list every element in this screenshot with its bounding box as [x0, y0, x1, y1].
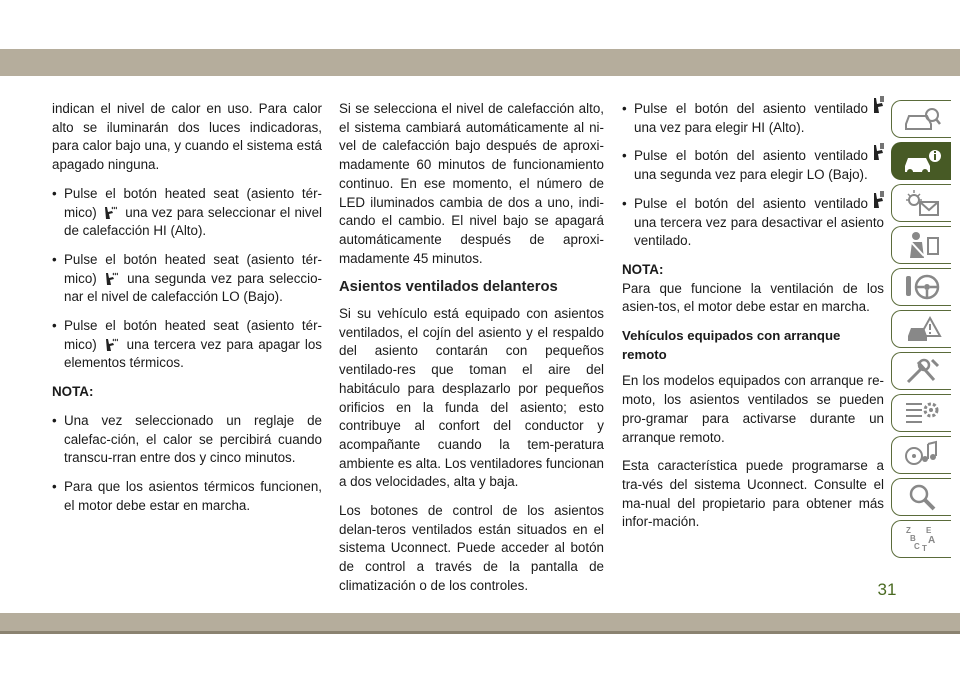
tab-car-search[interactable] [891, 100, 951, 138]
note-paragraph: Para que funcione la ventilación de los asien-tos, el motor debe estar en marcha. [622, 280, 884, 315]
column-right [622, 100, 884, 542]
svg-text:T: T [921, 544, 927, 553]
paragraph: Si se selecciona el nivel de calefacción alto, el sistema cambiará automáticamente al ni-vel de calefacción bajo después de aproxi-madamente 60 minutos de funcionamiento continuo. En ese momento, el número de LED iluminados cambia de dos a uno, indi-cando el cambio. El nivel bajo se apagará automáticamente después de aproxi-madamente 45 minutos. [339, 101, 604, 266]
bottom-color-band [0, 613, 960, 631]
column-middle [339, 100, 604, 606]
ventilated-seat-icon [872, 143, 886, 161]
paragraph: Esta característica puede programarse a tra-vés del sistema Uconnect. Consulte el ma-nual del propietario para obtener más infor-mación. [622, 458, 884, 530]
subsection-heading: Vehículos equipados con arranque remoto [622, 328, 841, 362]
page-number: 31 [877, 580, 897, 599]
heated-seat-icon [103, 206, 119, 220]
magnifier-icon [902, 482, 942, 512]
music-navigation-icon [902, 440, 942, 470]
ventilated-seat-bullet-off: • Pulse el botón del asiento ventilado una tercera vez para desactivar el asiento ventilado. [622, 195, 884, 251]
ventilated-seat-icon [872, 96, 886, 114]
tab-search[interactable] [891, 478, 951, 516]
note-bullet: • Una vez seleccionado un reglaje de calefac-ción, el calor se percibirá cuando transcu-rran entre dos y cinco minutos. [52, 412, 322, 468]
note-label: NOTA: [52, 384, 94, 400]
tab-safety[interactable] [891, 226, 951, 264]
ventilated-seat-icon [872, 191, 886, 209]
tab-index[interactable] [891, 520, 951, 558]
paragraph: En los modelos equipados con arranque re-moto, los asientos ventilados se pueden pro-gramar para activarse durante un arranque remoto. [622, 373, 884, 445]
heated-seat-bullet-hi: • Pulse el botón heated seat (asiento tér-mico) una vez para seleccionar el nivel de calefacción HI (Alto). [52, 185, 322, 241]
tab-multimedia[interactable] [891, 436, 951, 474]
tab-maintenance[interactable] [891, 352, 951, 390]
note-bullet: • Para que los asientos térmicos funcionen, el motor debe estar en marcha. [52, 478, 322, 515]
tab-warning-lights[interactable] [891, 184, 951, 222]
bottom-divider [0, 631, 960, 634]
tab-driving[interactable] [891, 268, 951, 306]
list-gear-icon [902, 398, 942, 428]
intro-paragraph: indican el nivel de calor en uso. Para calor alto se iluminarán dos luces indicadoras, para calor bajo una, y cuando el sistema está apagado ninguna. [52, 101, 322, 173]
column-left [52, 100, 322, 525]
tab-specifications[interactable] [891, 394, 951, 432]
section-heading: Asientos ventilados delanteros [339, 279, 558, 296]
svg-text:A: A [927, 535, 935, 546]
svg-text:C: C [913, 542, 920, 551]
note-label: NOTA: [622, 261, 664, 277]
tab-emergency[interactable] [891, 310, 951, 348]
alphabet-index-icon [902, 524, 942, 554]
chapter-tabs [891, 100, 953, 562]
heated-seat-icon [104, 338, 120, 352]
paragraph: Los botones de control de los asientos delan-teros ventilados están situados en el sistema Uconnect. Puede acceder al botón de control a través de la pantalla de climatización o de los controles. [339, 503, 604, 593]
car-search-icon [902, 104, 942, 134]
svg-text:B: B [909, 534, 916, 543]
ventilated-seat-bullet-lo: • Pulse el botón del asiento ventilado una segunda vez para elegir LO (Bajo). [622, 147, 884, 184]
tools-icon [902, 356, 942, 386]
steering-wheel-icon [902, 272, 942, 302]
heated-seat-icon [104, 272, 120, 286]
ventilated-seat-bullet-hi: • Pulse el botón del asiento ventilado una vez para elegir HI (Alto). [622, 100, 884, 137]
warning-light-envelope-icon [902, 188, 942, 218]
paragraph: Si su vehículo está equipado con asientos ventilados, el cojín del asiento y el respaldo del asiento contarán con pequeños ventilado-res que toman el aire del habitáculo para desplazarlo por pequeños orificios en la funda del asiento; esto contribuye al confort del conductor y acompañante cuando la tem-peratura ambiente es alta. Los ventiladores funcionan a dos velocidades, alta y baja. [339, 306, 605, 490]
svg-text:Z: Z [905, 526, 911, 535]
tab-car-info[interactable] [891, 142, 951, 180]
heated-seat-bullet-lo: • Pulse el botón heated seat (asiento tér-mico) una segunda vez para seleccio-nar el nivel de calefacción LO (Bajo). [52, 251, 322, 307]
car-info-icon [902, 146, 942, 176]
hazard-triangle-car-icon [902, 314, 942, 344]
seatbelt-airbag-icon [902, 230, 942, 260]
top-color-band [0, 49, 960, 76]
svg-text:E: E [925, 526, 931, 535]
heated-seat-bullet-off: • Pulse el botón heated seat (asiento tér-mico) una tercera vez para apagar los elementos térmicos. [52, 317, 322, 373]
